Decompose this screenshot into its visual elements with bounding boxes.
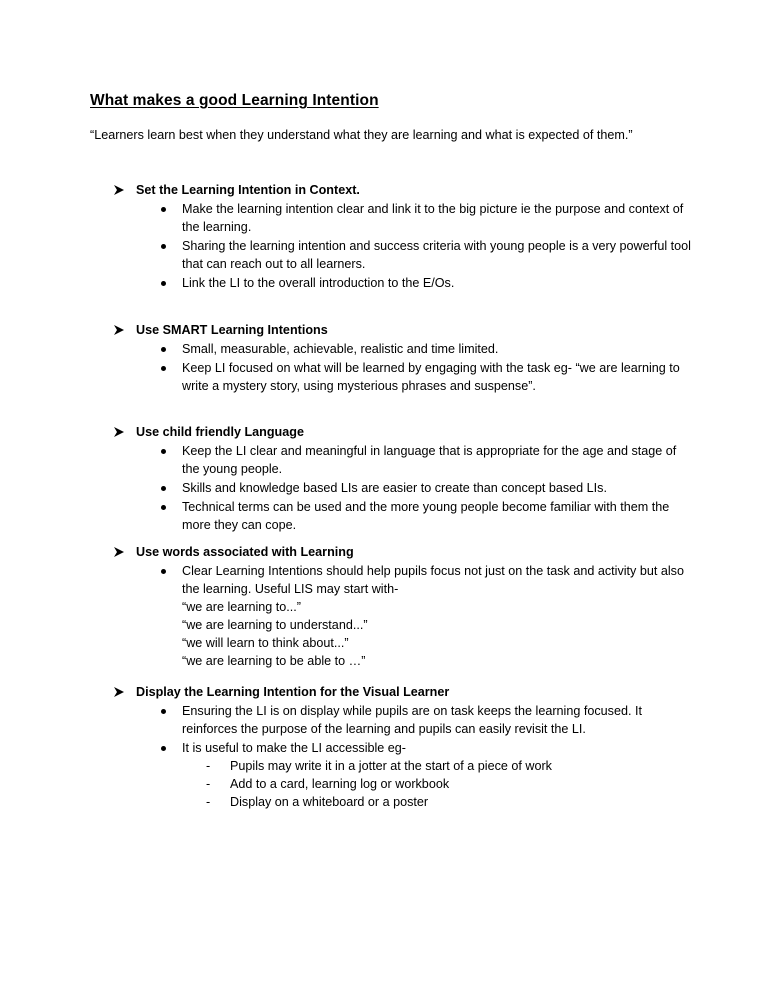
dash-icon: - <box>206 759 211 773</box>
bullet-dot-icon <box>161 366 166 371</box>
section-heading-text: Set the Learning Intention in Context. <box>136 183 360 197</box>
example-phrase: “we will learn to think about...” <box>182 636 349 650</box>
section-heading-text: Use child friendly Language <box>136 425 304 439</box>
bullet-dot-icon <box>161 281 166 286</box>
dash-item <box>182 775 694 793</box>
list-item-text: Ensuring the LI is on display while pupils are on task keeps the learning focused. It reinforces the purpose of the learning and pupils can easily revisit the LI. <box>182 704 642 736</box>
bullet-dot-icon <box>161 505 166 510</box>
section-heading <box>114 321 694 339</box>
list-item <box>114 702 694 738</box>
list-item-text: Clear Learning Intentions should help pupils focus not just on the task and activity but also the learning. Useful LIS may start with- <box>182 564 684 596</box>
bullet-list <box>114 702 694 811</box>
list-item <box>114 359 694 395</box>
section-heading <box>114 683 694 701</box>
dash-icon: - <box>206 795 211 809</box>
bullet-list <box>114 200 694 292</box>
list-item <box>114 479 694 497</box>
example-phrase: “we are learning to...” <box>182 600 301 614</box>
list-item <box>114 739 694 811</box>
bullet-list <box>114 340 694 395</box>
section-display <box>114 683 694 811</box>
list-item <box>114 340 694 358</box>
list-item <box>114 562 694 670</box>
dash-list <box>182 757 694 811</box>
list-item <box>114 442 694 478</box>
bullet-dot-icon <box>161 207 166 212</box>
bullet-dot-icon <box>161 244 166 249</box>
arrow-bullet-icon <box>114 687 124 697</box>
list-item <box>114 274 694 292</box>
example-phrase: “we are learning to understand...” <box>182 618 368 632</box>
arrow-bullet-icon <box>114 325 124 335</box>
list-item-text: Link the LI to the overall introduction to the E/Os. <box>182 276 455 290</box>
section-heading <box>114 423 694 441</box>
list-item <box>114 200 694 236</box>
section-context <box>114 181 694 292</box>
list-item-text: It is useful to make the LI accessible eg- <box>182 741 407 755</box>
dash-item <box>182 757 694 775</box>
bullet-list <box>114 442 694 534</box>
bullet-dot-icon <box>161 746 166 751</box>
bullet-list <box>114 562 694 670</box>
list-item-text: Sharing the learning intention and success criteria with young people is a very powerful tool that can reach out to all learners. <box>182 239 691 271</box>
bullet-dot-icon <box>161 569 166 574</box>
list-item <box>114 237 694 273</box>
intro-quote: “Learners learn best when they understand what they are learning and what is expected of them.” <box>90 128 633 142</box>
page-title: What makes a good Learning Intention <box>90 92 379 109</box>
arrow-bullet-icon <box>114 427 124 437</box>
section-language <box>114 423 694 534</box>
section-smart <box>114 321 694 395</box>
section-heading <box>114 543 694 561</box>
dash-item-text: Pupils may write it in a jotter at the start of a piece of work <box>230 759 552 773</box>
list-item-text: Small, measurable, achievable, realistic and time limited. <box>182 342 499 356</box>
section-heading-text: Display the Learning Intention for the Visual Learner <box>136 685 450 699</box>
arrow-bullet-icon <box>114 547 124 557</box>
section-heading <box>114 181 694 199</box>
bullet-dot-icon <box>161 347 166 352</box>
list-item-text: Technical terms can be used and the more young people become familiar with them the more they can cope. <box>182 500 670 532</box>
list-item-text: Make the learning intention clear and link it to the big picture ie the purpose and context of the learning. <box>182 202 684 234</box>
list-item <box>114 498 694 534</box>
bullet-dot-icon <box>161 709 166 714</box>
dash-item-text: Add to a card, learning log or workbook <box>230 777 450 791</box>
arrow-bullet-icon <box>114 185 124 195</box>
bullet-dot-icon <box>161 486 166 491</box>
list-item-text: Skills and knowledge based LIs are easier to create than concept based LIs. <box>182 481 607 495</box>
section-words <box>114 543 694 670</box>
section-heading-text: Use SMART Learning Intentions <box>136 323 328 337</box>
dash-item-text: Display on a whiteboard or a poster <box>230 795 429 809</box>
bullet-dot-icon <box>161 449 166 454</box>
list-item-text: Keep LI focused on what will be learned by engaging with the task eg- “we are learning to write a mystery story, using mysterious phrases and suspense”. <box>182 361 680 393</box>
section-heading-text: Use words associated with Learning <box>136 545 354 559</box>
list-item-text: Keep the LI clear and meaningful in language that is appropriate for the age and stage of the young people. <box>182 444 677 476</box>
dash-icon: - <box>206 777 211 791</box>
example-phrase: “we are learning to be able to …” <box>182 654 366 668</box>
dash-item <box>182 793 694 811</box>
